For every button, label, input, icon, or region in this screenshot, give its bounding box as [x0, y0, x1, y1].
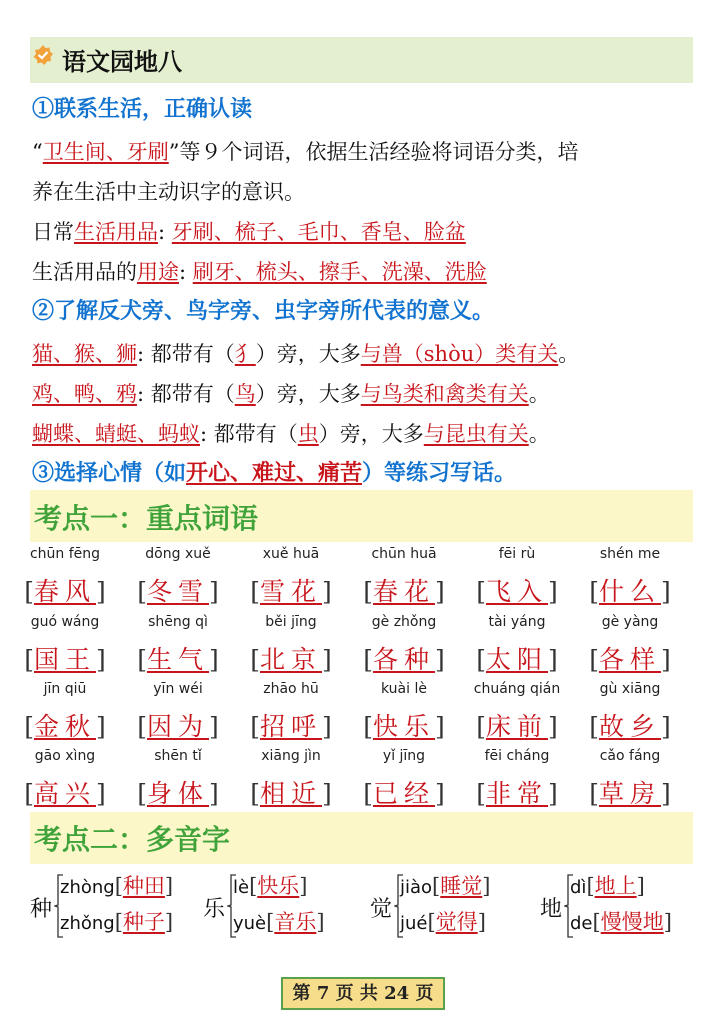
s1-line-4: 生活用品的用途: 刷牙、梳头、擦手、洗澡、洗脸 [32, 260, 487, 284]
polyphone-char: 地 [540, 897, 563, 922]
polyphone-word: 睡觉 [440, 874, 483, 898]
pinyin-label: chūn huā [371, 546, 437, 562]
answer-word: [什么] [589, 577, 671, 606]
pinyin-label: guó wáng [30, 614, 100, 630]
answer-word: [床前] [476, 712, 558, 741]
page-title: 语文园地八 [62, 47, 182, 76]
pinyin-label: shēn tǐ [154, 748, 202, 764]
answer-word: [北京] [250, 645, 332, 674]
answer-word: [相近] [250, 779, 332, 808]
example-words: 卫生间、牙刷 [42, 140, 169, 164]
polyphone-char: 种 [30, 897, 53, 922]
pinyin-label: xiāng jìn [261, 748, 321, 764]
answer-word: [冬雪] [137, 577, 219, 606]
pinyin-label: fēi rù [498, 546, 536, 562]
answer-word: [太阳] [476, 645, 558, 674]
pinyin-label: cǎo fáng [599, 748, 661, 764]
polyphone-pinyin: jué [400, 913, 428, 934]
pinyin-label: zhāo hū [263, 681, 319, 697]
answer-word: [故乡] [589, 712, 671, 741]
polyphone-word: 种田 [122, 874, 165, 898]
polyphone-item: 觉 jiào[睡觉] jué[觉得] [370, 870, 535, 940]
pinyin-label: gù xiāng [599, 681, 661, 697]
answer-word: [春风] [24, 577, 106, 606]
pinyin-label: fēi cháng [484, 748, 550, 764]
pinyin-label: chuáng qián [473, 681, 561, 697]
polyphone-word: 觉得 [435, 910, 478, 934]
pinyin-label: shēng qì [148, 614, 208, 630]
pinyin-label: chūn fēng [29, 546, 101, 562]
polyphone-pinyin: yuè [233, 913, 267, 934]
pinyin-label: gāo xìng [34, 748, 96, 764]
section-1-title: ①联系生活，正确认读 [32, 96, 253, 122]
polyphone-pinyin: dì [570, 877, 587, 898]
s1-line-1: “卫生间、牙刷”等９个词语，依据生活经验将词语分类，培 [32, 140, 579, 164]
polyphone-pinyin: jiào [400, 877, 433, 898]
radical-row-1: 猫、猴、狮: 都带有（犭）旁，大多与兽（shòu）类有关。 [32, 342, 580, 366]
answer-word: [招呼] [250, 712, 332, 741]
answer-word: [飞入] [476, 577, 558, 606]
polyphone-word: 音乐 [274, 910, 317, 934]
answer-word: [雪花] [250, 577, 332, 606]
pinyin-label: jīn qiū [43, 681, 87, 697]
pinyin-label: dōng xuě [145, 546, 211, 562]
s1-line-2: 养在生活中主动识字的意识。 [32, 180, 305, 204]
pinyin-label: yǐ jīng [382, 748, 426, 764]
answer-word: [草房] [589, 779, 671, 808]
answer-word: [非常] [476, 779, 558, 808]
polyphone-char: 乐 [203, 897, 226, 922]
s1-line-3: 日常生活用品: 牙刷、梳子、毛巾、香皂、脸盆 [32, 220, 466, 244]
polyphone-word: 慢慢地 [600, 910, 664, 934]
answer-word: [各样] [589, 645, 671, 674]
answer-word: [各种] [363, 645, 445, 674]
pinyin-label: běi jīng [265, 614, 317, 630]
page-number: 第 7 页 共 24 页 [281, 977, 445, 1010]
answer-word: [国王] [24, 645, 106, 674]
section-3-title: ③选择心情（如开心、难过、痛苦）等练习写话。 [32, 460, 517, 486]
polyphone-item: 乐 lè[快乐] yuè[音乐] [203, 870, 368, 940]
answer-word: [快乐] [363, 712, 445, 741]
polyphone-pinyin: de [570, 913, 593, 934]
section-2-title: ②了解反犬旁、鸟字旁、虫字旁所代表的意义。 [32, 298, 495, 324]
polyphone-item: 种 zhòng[种田] zhǒng[种子] [30, 870, 195, 940]
pinyin-label: gè yàng [601, 614, 659, 630]
polyphone-pinyin: lè [233, 877, 250, 898]
radical-row-2: 鸡、鸭、鸦: 都带有（鸟）旁，大多与鸟类和禽类有关。 [32, 382, 550, 406]
answer-word: [生气] [137, 645, 219, 674]
kaodian-2-title: 考点二：多音字 [34, 823, 231, 856]
answer-word: [春花] [363, 577, 445, 606]
polyphone-word: 地上 [594, 874, 637, 898]
badge-check-icon [32, 44, 54, 66]
pinyin-label: gè zhǒng [371, 614, 437, 630]
answer-word: [已经] [363, 779, 445, 808]
polyphone-item: 地 dì[地上] de[慢慢地] [540, 870, 705, 940]
answer-word: [身体] [137, 779, 219, 808]
answer-word: [高兴] [24, 779, 106, 808]
answer-word: [金秋] [24, 712, 106, 741]
pinyin-label: yīn wéi [153, 681, 203, 697]
polyphone-pinyin: zhǒng [60, 913, 115, 934]
polyphone-word: 快乐 [257, 874, 300, 898]
polyphone-pinyin: zhòng [60, 877, 115, 898]
pinyin-label: xuě huā [262, 546, 320, 562]
pinyin-label: kuài lè [381, 681, 427, 697]
answer-word: [因为] [137, 712, 219, 741]
pinyin-label: shén me [599, 546, 661, 562]
polyphone-char: 觉 [370, 897, 393, 922]
radical-row-3: 蝴蝶、蜻蜓、蚂蚁: 都带有（虫）旁，大多与昆虫有关。 [32, 422, 550, 446]
kaodian-1-title: 考点一：重点词语 [34, 502, 259, 535]
pinyin-label: tài yáng [488, 614, 546, 630]
polyphone-word: 种子 [122, 910, 165, 934]
